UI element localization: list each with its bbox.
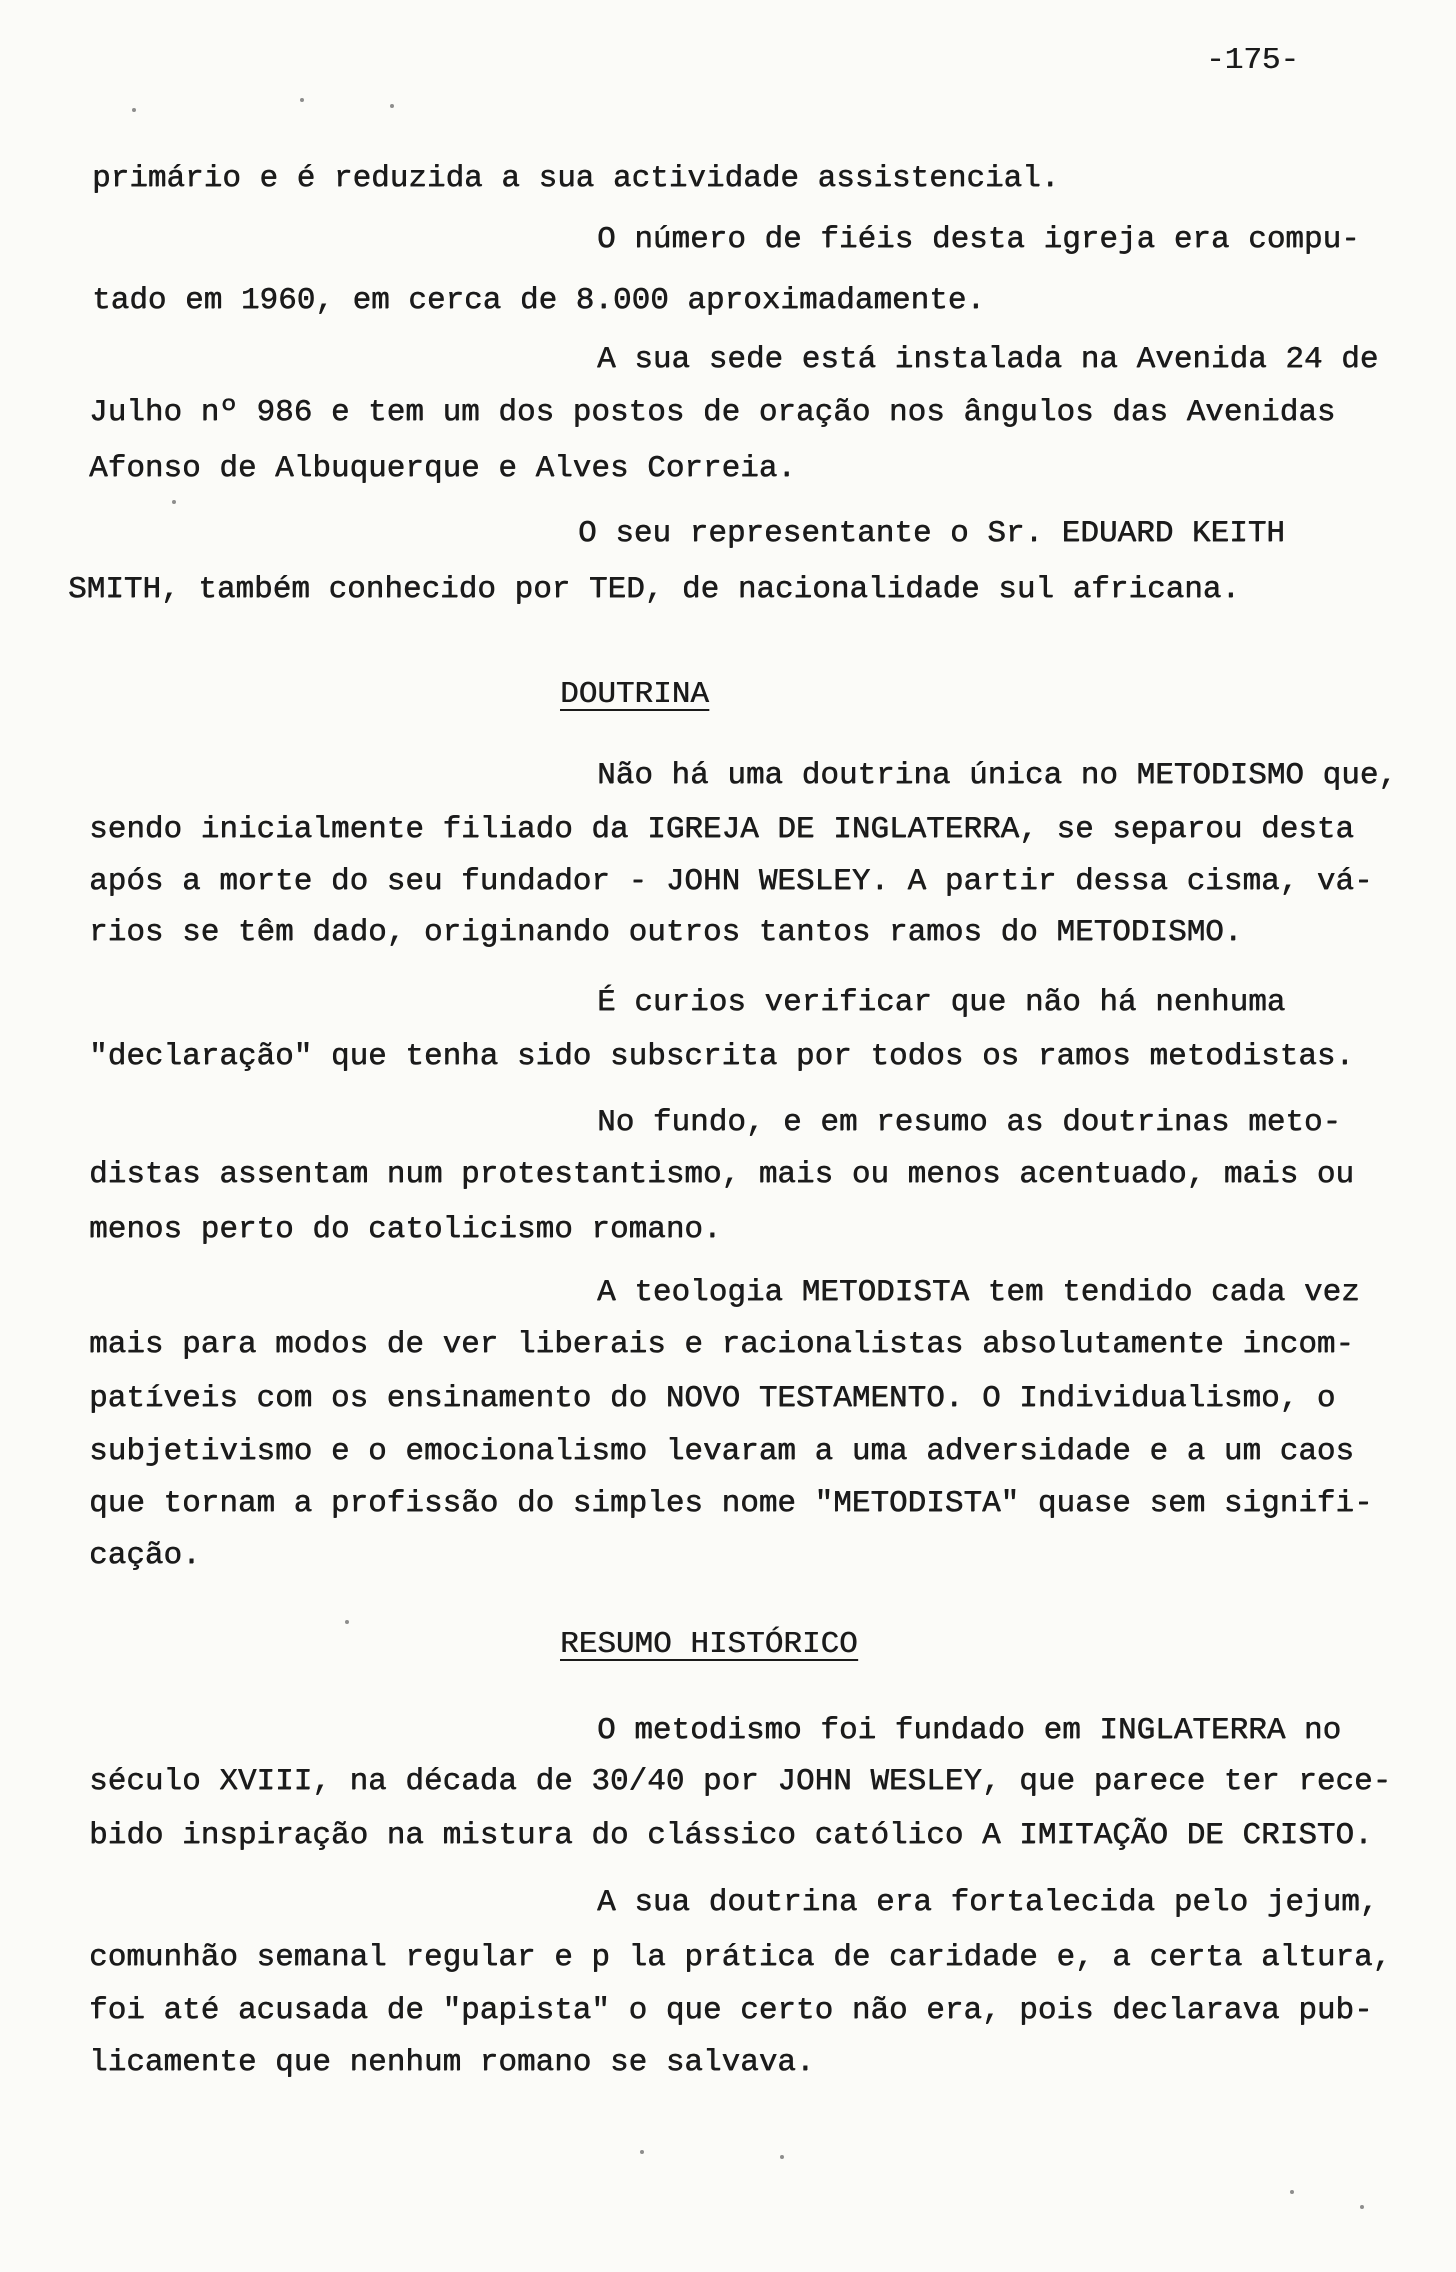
text-line: bido inspiração na mistura do clássico católico A IMITAÇÃO DE CRISTO. — [89, 1818, 1373, 1853]
scan-speck — [1290, 2190, 1294, 2194]
scan-speck — [345, 1620, 349, 1624]
text-line: Afonso de Albuquerque e Alves Correia. — [89, 451, 796, 486]
scan-speck — [1360, 2205, 1364, 2209]
text-line: rios se têm dado, originando outros tantos ramos do METODISMO. — [89, 915, 1243, 950]
paragraph-first-line: A sua doutrina era fortalecida pelo jejum, — [597, 1885, 1379, 1920]
text-line: patíveis com os ensinamento do NOVO TESTAMENTO. O Individualismo, o — [89, 1381, 1336, 1416]
scan-speck — [640, 2150, 644, 2154]
text-line: século XVIII, na década de 30/40 por JOHN WESLEY, que parece ter rece- — [89, 1764, 1392, 1799]
paragraph-first-line: É curios verificar que não há nenhuma — [597, 985, 1286, 1020]
paragraph-first-line: A sua sede está instalada na Avenida 24 de — [597, 342, 1379, 377]
scan-speck — [390, 104, 394, 108]
text-line: "declaração" que tenha sido subscrita por todos os ramos metodistas. — [89, 1039, 1355, 1074]
text-line: sendo inicialmente filiado da IGREJA DE INGLATERRA, se separou desta — [89, 812, 1355, 847]
paragraph-first-line: Não há uma doutrina única no METODISMO que, — [597, 758, 1397, 793]
paragraph-first-line: O metodismo foi fundado em INGLATERRA no — [597, 1713, 1342, 1748]
paragraph-first-line: No fundo, e em resumo as doutrinas meto- — [597, 1105, 1342, 1140]
text-line: SMITH, também conhecido por TED, de nacionalidade sul africana. — [68, 572, 1240, 607]
text-line: Julho nº 986 e tem um dos postos de oração nos ângulos das Avenidas — [89, 395, 1336, 430]
section-heading-doutrina: DOUTRINA — [560, 677, 709, 712]
text-line: que tornam a profissão do simples nome "METODISTA" quase sem signifi- — [89, 1486, 1373, 1521]
scan-speck — [172, 500, 176, 504]
text-line: menos perto do catolicismo romano. — [89, 1212, 722, 1247]
text-line: licamente que nenhum romano se salvava. — [89, 2045, 815, 2080]
text-line: tado em 1960, em cerca de 8.000 aproximadamente. — [92, 283, 985, 318]
text-line: subjetivismo e o emocionalismo levaram a uma adversidade e a um caos — [89, 1434, 1355, 1469]
text-line: distas assentam num protestantismo, mais ou menos acentuado, mais ou — [89, 1157, 1355, 1192]
paragraph-first-line: A teologia METODISTA tem tendido cada vez — [597, 1275, 1360, 1310]
text-line: após a morte do seu fundador - JOHN WESLEY. A partir dessa cisma, vá- — [89, 864, 1373, 899]
scan-speck — [132, 108, 136, 112]
page-number: -175- — [1206, 43, 1300, 78]
text-line: mais para modos de ver liberais e racionalistas absolutamente incom- — [89, 1327, 1355, 1362]
paragraph-first-line: O número de fiéis desta igreja era compu- — [597, 222, 1360, 257]
text-line: foi até acusada de "papista" o que certo não era, pois declarava pub- — [89, 1993, 1373, 2028]
text-line: cação. — [89, 1538, 201, 1573]
section-heading-resumo-historico: RESUMO HISTÓRICO — [560, 1627, 858, 1662]
paragraph-first-line: O seu representante o Sr. EDUARD KEITH — [578, 516, 1285, 551]
text-line: primário e é reduzida a sua actividade assistencial. — [92, 161, 1060, 196]
scan-speck — [780, 2155, 784, 2159]
scan-speck — [300, 98, 304, 102]
text-line: comunhão semanal regular e p la prática de caridade e, a certa altura, — [89, 1940, 1392, 1975]
